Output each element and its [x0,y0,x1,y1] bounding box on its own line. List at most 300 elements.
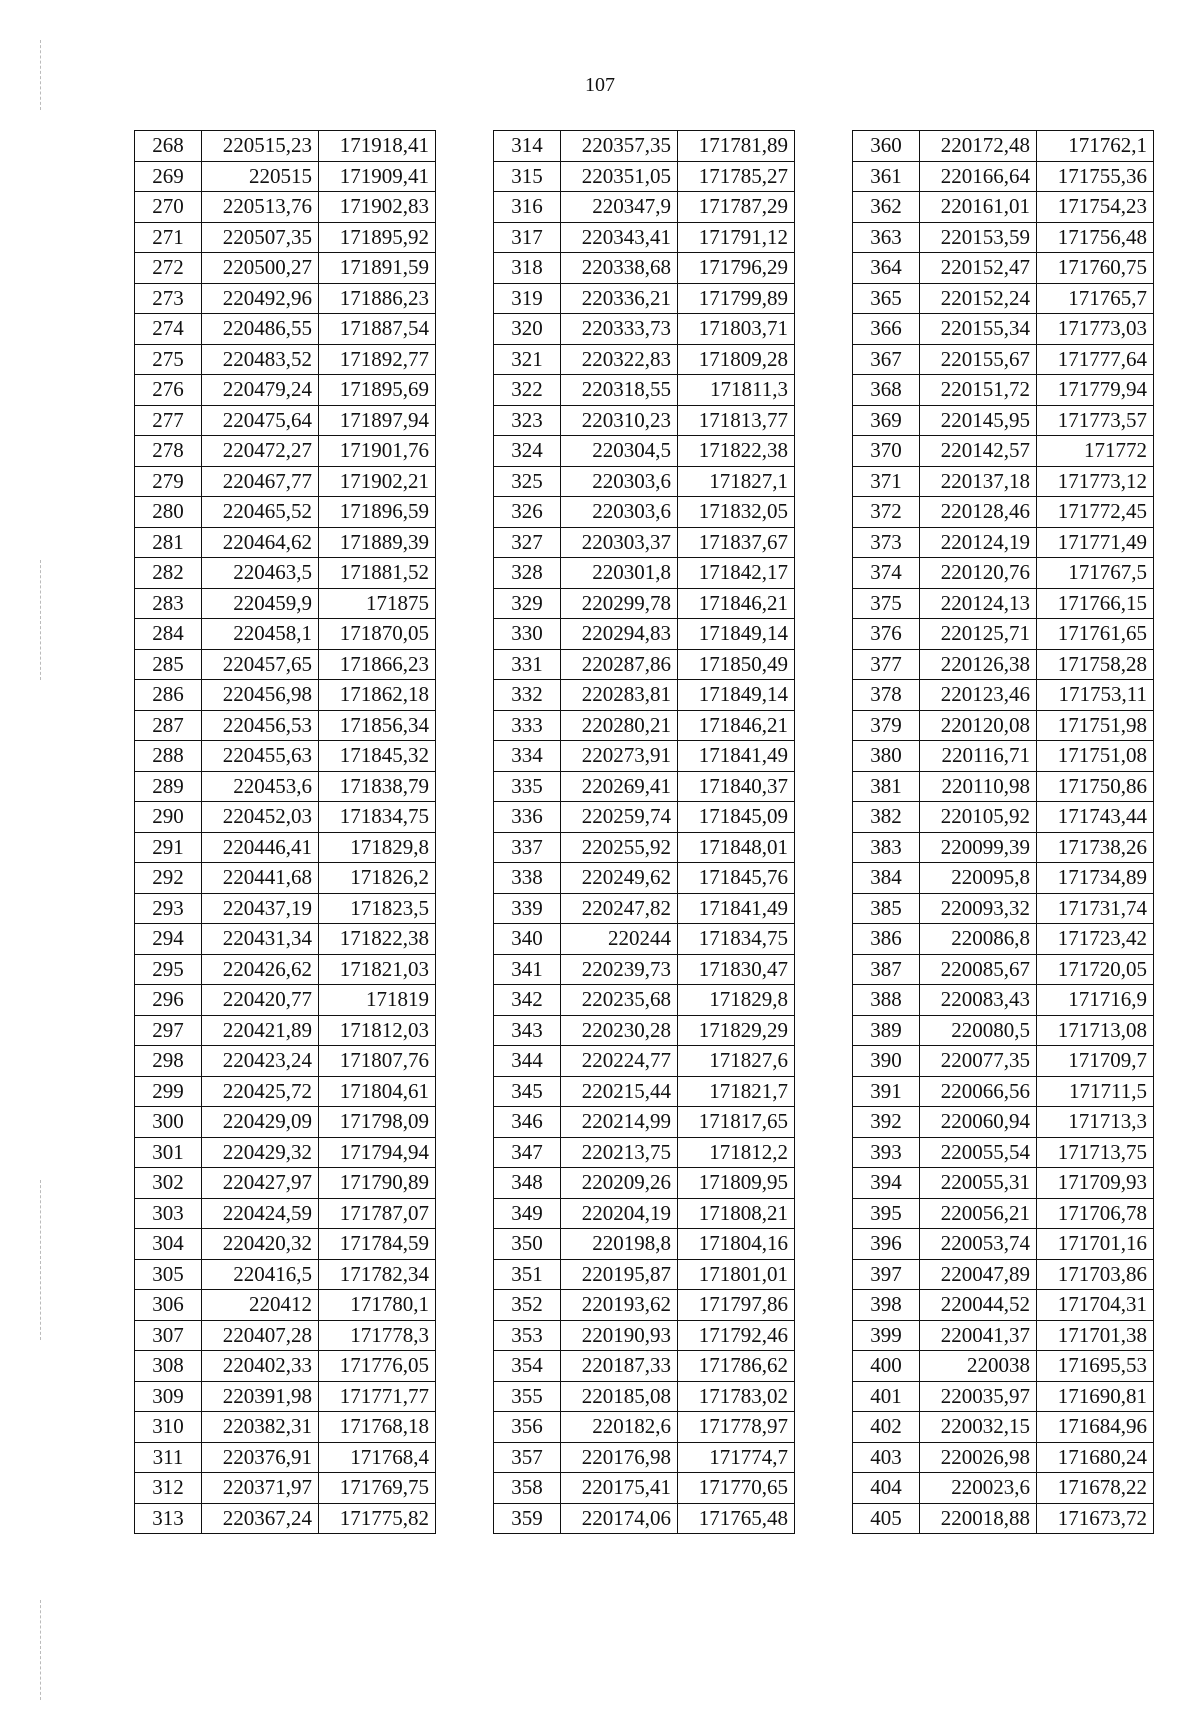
point-number-cell: 285 [135,649,202,680]
y-coordinate-cell: 171813,77 [678,405,795,436]
x-coordinate-cell: 220249,62 [561,863,678,894]
x-coordinate-cell: 220464,62 [202,527,319,558]
point-number-cell: 404 [853,1473,920,1504]
x-coordinate-cell: 220347,9 [561,192,678,223]
x-coordinate-cell: 220457,65 [202,649,319,680]
table-row [135,832,436,863]
x-coordinate-cell: 220301,8 [561,558,678,589]
point-number-cell: 347 [494,1137,561,1168]
table-row [135,802,436,833]
x-coordinate-cell: 220333,73 [561,314,678,345]
table-row [494,497,795,528]
x-coordinate-cell: 220047,89 [920,1259,1037,1290]
x-coordinate-cell: 220376,91 [202,1442,319,1473]
y-coordinate-cell: 171902,21 [319,466,436,497]
table-row [853,131,1154,162]
table-row [494,527,795,558]
point-number-cell: 362 [853,192,920,223]
point-number-cell: 295 [135,954,202,985]
y-coordinate-cell: 171769,75 [319,1473,436,1504]
x-coordinate-cell: 220190,93 [561,1320,678,1351]
point-number-cell: 391 [853,1076,920,1107]
x-coordinate-cell: 220085,67 [920,954,1037,985]
point-number-cell: 389 [853,1015,920,1046]
point-number-cell: 398 [853,1290,920,1321]
y-coordinate-cell: 171695,53 [1037,1351,1154,1382]
y-coordinate-cell: 171909,41 [319,161,436,192]
x-coordinate-cell: 220459,9 [202,588,319,619]
table-row [853,314,1154,345]
x-coordinate-cell: 220455,63 [202,741,319,772]
point-number-cell: 340 [494,924,561,955]
point-number-cell: 348 [494,1168,561,1199]
point-number-cell: 300 [135,1107,202,1138]
table-row [853,1351,1154,1382]
x-coordinate-cell: 220235,68 [561,985,678,1016]
table-row [494,1473,795,1504]
point-number-cell: 289 [135,771,202,802]
x-coordinate-cell: 220152,24 [920,283,1037,314]
y-coordinate-cell: 171838,79 [319,771,436,802]
table-row [135,1290,436,1321]
point-number-cell: 400 [853,1351,920,1382]
y-coordinate-cell: 171849,14 [678,619,795,650]
point-number-cell: 359 [494,1503,561,1534]
x-coordinate-cell: 220318,55 [561,375,678,406]
x-coordinate-cell: 220426,62 [202,954,319,985]
y-coordinate-cell: 171845,09 [678,802,795,833]
table-row [135,1168,436,1199]
point-number-cell: 390 [853,1046,920,1077]
table-row [494,1198,795,1229]
y-coordinate-cell: 171829,8 [678,985,795,1016]
y-coordinate-cell: 171870,05 [319,619,436,650]
table-row [494,893,795,924]
y-coordinate-cell: 171841,49 [678,893,795,924]
coordinate-table-2 [493,130,795,1534]
table-row [494,222,795,253]
y-coordinate-cell: 171845,76 [678,863,795,894]
point-number-cell: 306 [135,1290,202,1321]
y-coordinate-cell: 171782,34 [319,1259,436,1290]
point-number-cell: 354 [494,1351,561,1382]
y-coordinate-cell: 171845,32 [319,741,436,772]
y-coordinate-cell: 171690,81 [1037,1381,1154,1412]
scan-margin-line [40,1180,41,1340]
table-row [135,1381,436,1412]
x-coordinate-cell: 220416,5 [202,1259,319,1290]
y-coordinate-cell: 171720,05 [1037,954,1154,985]
y-coordinate-cell: 171829,8 [319,832,436,863]
x-coordinate-cell: 220303,6 [561,497,678,528]
point-number-cell: 394 [853,1168,920,1199]
point-number-cell: 330 [494,619,561,650]
x-coordinate-cell: 220486,55 [202,314,319,345]
y-coordinate-cell: 171766,15 [1037,588,1154,619]
y-coordinate-cell: 171786,62 [678,1351,795,1382]
point-number-cell: 329 [494,588,561,619]
y-coordinate-cell: 171812,2 [678,1137,795,1168]
x-coordinate-cell: 220145,95 [920,405,1037,436]
x-coordinate-cell: 220056,21 [920,1198,1037,1229]
point-number-cell: 311 [135,1442,202,1473]
table-row [853,1198,1154,1229]
x-coordinate-cell: 220431,34 [202,924,319,955]
point-number-cell: 378 [853,680,920,711]
x-coordinate-cell: 220066,56 [920,1076,1037,1107]
x-coordinate-cell: 220423,24 [202,1046,319,1077]
point-number-cell: 291 [135,832,202,863]
point-number-cell: 290 [135,802,202,833]
x-coordinate-cell: 220105,92 [920,802,1037,833]
x-coordinate-cell: 220093,32 [920,893,1037,924]
table-row [494,649,795,680]
point-number-cell: 318 [494,253,561,284]
table-row [494,161,795,192]
point-number-cell: 286 [135,680,202,711]
x-coordinate-cell: 220424,59 [202,1198,319,1229]
y-coordinate-cell: 171768,4 [319,1442,436,1473]
point-number-cell: 324 [494,436,561,467]
table-row [494,1442,795,1473]
y-coordinate-cell: 171776,05 [319,1351,436,1382]
table-row [494,1259,795,1290]
table-row [494,466,795,497]
y-coordinate-cell: 171896,59 [319,497,436,528]
y-coordinate-cell: 171684,96 [1037,1412,1154,1443]
table-row [135,436,436,467]
table-row [494,863,795,894]
table-row [135,985,436,1016]
table-row [135,558,436,589]
point-number-cell: 367 [853,344,920,375]
y-coordinate-cell: 171787,07 [319,1198,436,1229]
x-coordinate-cell: 220465,52 [202,497,319,528]
y-coordinate-cell: 171768,18 [319,1412,436,1443]
table-row [135,1046,436,1077]
x-coordinate-cell: 220239,73 [561,954,678,985]
point-number-cell: 327 [494,527,561,558]
table-row [853,192,1154,223]
y-coordinate-cell: 171827,1 [678,466,795,497]
x-coordinate-cell: 220187,33 [561,1351,678,1382]
x-coordinate-cell: 220283,81 [561,680,678,711]
point-number-cell: 374 [853,558,920,589]
y-coordinate-cell: 171842,17 [678,558,795,589]
y-coordinate-cell: 171797,86 [678,1290,795,1321]
table-row [853,405,1154,436]
y-coordinate-cell: 171809,28 [678,344,795,375]
point-number-cell: 392 [853,1107,920,1138]
x-coordinate-cell: 220371,97 [202,1473,319,1504]
table-row [853,924,1154,955]
table-row [853,771,1154,802]
y-coordinate-cell: 171891,59 [319,253,436,284]
y-coordinate-cell: 171811,3 [678,375,795,406]
y-coordinate-cell: 171804,16 [678,1229,795,1260]
table-row [853,253,1154,284]
x-coordinate-cell: 220402,33 [202,1351,319,1382]
y-coordinate-cell: 171760,75 [1037,253,1154,284]
point-number-cell: 310 [135,1412,202,1443]
y-coordinate-cell: 171834,75 [319,802,436,833]
point-number-cell: 356 [494,1412,561,1443]
y-coordinate-cell: 171713,08 [1037,1015,1154,1046]
table-row [494,1503,795,1534]
table-row [494,985,795,1016]
y-coordinate-cell: 171743,44 [1037,802,1154,833]
table-row [135,619,436,650]
point-number-cell: 375 [853,588,920,619]
table-row [494,924,795,955]
y-coordinate-cell: 171826,2 [319,863,436,894]
x-coordinate-cell: 220303,37 [561,527,678,558]
table-row [494,1137,795,1168]
x-coordinate-cell: 220382,31 [202,1412,319,1443]
point-number-cell: 364 [853,253,920,284]
x-coordinate-cell: 220294,83 [561,619,678,650]
x-coordinate-cell: 220515,23 [202,131,319,162]
point-number-cell: 292 [135,863,202,894]
x-coordinate-cell: 220116,71 [920,741,1037,772]
x-coordinate-cell: 220023,6 [920,1473,1037,1504]
table-row [135,710,436,741]
y-coordinate-cell: 171834,75 [678,924,795,955]
table-row [853,222,1154,253]
point-number-cell: 282 [135,558,202,589]
y-coordinate-cell: 171781,89 [678,131,795,162]
table-row [853,954,1154,985]
y-coordinate-cell: 171862,18 [319,680,436,711]
table-row [494,1015,795,1046]
x-coordinate-cell: 220303,6 [561,466,678,497]
page-number: 107 [585,74,615,96]
x-coordinate-cell: 220083,43 [920,985,1037,1016]
point-number-cell: 307 [135,1320,202,1351]
point-number-cell: 403 [853,1442,920,1473]
table-row [135,741,436,772]
table-row [853,527,1154,558]
x-coordinate-cell: 220153,59 [920,222,1037,253]
point-number-cell: 268 [135,131,202,162]
y-coordinate-cell: 171809,95 [678,1168,795,1199]
table-row [135,954,436,985]
y-coordinate-cell: 171841,49 [678,741,795,772]
table-row [853,1290,1154,1321]
y-coordinate-cell: 171778,3 [319,1320,436,1351]
point-number-cell: 294 [135,924,202,955]
table-row [853,283,1154,314]
y-coordinate-cell: 171709,7 [1037,1046,1154,1077]
table-row [853,802,1154,833]
table-row [135,1503,436,1534]
y-coordinate-cell: 171875 [319,588,436,619]
x-coordinate-cell: 220110,98 [920,771,1037,802]
point-number-cell: 373 [853,527,920,558]
point-number-cell: 283 [135,588,202,619]
table-row [853,1503,1154,1534]
y-coordinate-cell: 171827,6 [678,1046,795,1077]
y-coordinate-cell: 171771,77 [319,1381,436,1412]
y-coordinate-cell: 171812,03 [319,1015,436,1046]
table-row [135,1412,436,1443]
table-row [494,1351,795,1382]
y-coordinate-cell: 171773,12 [1037,466,1154,497]
point-number-cell: 305 [135,1259,202,1290]
x-coordinate-cell: 220463,5 [202,558,319,589]
table-row [853,1473,1154,1504]
x-coordinate-cell: 220492,96 [202,283,319,314]
y-coordinate-cell: 171779,94 [1037,375,1154,406]
y-coordinate-cell: 171807,76 [319,1046,436,1077]
y-coordinate-cell: 171798,09 [319,1107,436,1138]
point-number-cell: 395 [853,1198,920,1229]
x-coordinate-cell: 220123,46 [920,680,1037,711]
point-number-cell: 350 [494,1229,561,1260]
point-number-cell: 381 [853,771,920,802]
x-coordinate-cell: 220299,78 [561,588,678,619]
y-coordinate-cell: 171902,83 [319,192,436,223]
point-number-cell: 284 [135,619,202,650]
table-row [135,527,436,558]
x-coordinate-cell: 220412 [202,1290,319,1321]
x-coordinate-cell: 220026,98 [920,1442,1037,1473]
y-coordinate-cell: 171901,76 [319,436,436,467]
y-coordinate-cell: 171808,21 [678,1198,795,1229]
x-coordinate-cell: 220456,53 [202,710,319,741]
point-number-cell: 342 [494,985,561,1016]
point-number-cell: 351 [494,1259,561,1290]
y-coordinate-cell: 171850,49 [678,649,795,680]
x-coordinate-cell: 220280,21 [561,710,678,741]
table-row [853,1381,1154,1412]
point-number-cell: 325 [494,466,561,497]
x-coordinate-cell: 220456,98 [202,680,319,711]
point-number-cell: 366 [853,314,920,345]
x-coordinate-cell: 220124,19 [920,527,1037,558]
table-row [853,344,1154,375]
y-coordinate-cell: 171846,21 [678,710,795,741]
table-row [494,771,795,802]
table-row [853,985,1154,1016]
point-number-cell: 314 [494,131,561,162]
point-number-cell: 297 [135,1015,202,1046]
table-row [135,588,436,619]
table-row [853,619,1154,650]
point-number-cell: 345 [494,1076,561,1107]
table-row [853,741,1154,772]
x-coordinate-cell: 220080,5 [920,1015,1037,1046]
point-number-cell: 397 [853,1259,920,1290]
table-row [135,497,436,528]
point-number-cell: 277 [135,405,202,436]
x-coordinate-cell: 220425,72 [202,1076,319,1107]
y-coordinate-cell: 171704,31 [1037,1290,1154,1321]
x-coordinate-cell: 220437,19 [202,893,319,924]
y-coordinate-cell: 171761,65 [1037,619,1154,650]
x-coordinate-cell: 220427,97 [202,1168,319,1199]
y-coordinate-cell: 171703,86 [1037,1259,1154,1290]
point-number-cell: 322 [494,375,561,406]
table-row [135,1107,436,1138]
table-row [135,344,436,375]
y-coordinate-cell: 171734,89 [1037,863,1154,894]
y-coordinate-cell: 171821,7 [678,1076,795,1107]
y-coordinate-cell: 171799,89 [678,283,795,314]
y-coordinate-cell: 171866,23 [319,649,436,680]
x-coordinate-cell: 220453,6 [202,771,319,802]
x-coordinate-cell: 220215,44 [561,1076,678,1107]
y-coordinate-cell: 171792,46 [678,1320,795,1351]
y-coordinate-cell: 171794,94 [319,1137,436,1168]
x-coordinate-cell: 220099,39 [920,832,1037,863]
y-coordinate-cell: 171790,89 [319,1168,436,1199]
table-row [494,558,795,589]
table-row [853,1320,1154,1351]
point-number-cell: 357 [494,1442,561,1473]
point-number-cell: 361 [853,161,920,192]
point-number-cell: 341 [494,954,561,985]
point-number-cell: 339 [494,893,561,924]
y-coordinate-cell: 171849,14 [678,680,795,711]
table-row [135,649,436,680]
point-number-cell: 334 [494,741,561,772]
y-coordinate-cell: 171711,5 [1037,1076,1154,1107]
point-number-cell: 281 [135,527,202,558]
x-coordinate-cell: 220500,27 [202,253,319,284]
point-number-cell: 288 [135,741,202,772]
x-coordinate-cell: 220515 [202,161,319,192]
x-coordinate-cell: 220137,18 [920,466,1037,497]
point-number-cell: 331 [494,649,561,680]
x-coordinate-cell: 220018,88 [920,1503,1037,1534]
x-coordinate-cell: 220475,64 [202,405,319,436]
y-coordinate-cell: 171801,01 [678,1259,795,1290]
point-number-cell: 328 [494,558,561,589]
table-row [494,375,795,406]
point-number-cell: 272 [135,253,202,284]
y-coordinate-cell: 171731,74 [1037,893,1154,924]
y-coordinate-cell: 171829,29 [678,1015,795,1046]
table-row [494,1046,795,1077]
x-coordinate-cell: 220351,05 [561,161,678,192]
table-row [494,680,795,711]
point-number-cell: 371 [853,466,920,497]
y-coordinate-cell: 171791,12 [678,222,795,253]
point-number-cell: 355 [494,1381,561,1412]
table-row [853,863,1154,894]
table-row [853,893,1154,924]
y-coordinate-cell: 171772 [1037,436,1154,467]
x-coordinate-cell: 220472,27 [202,436,319,467]
table-row [853,1412,1154,1443]
x-coordinate-cell: 220086,8 [920,924,1037,955]
point-number-cell: 335 [494,771,561,802]
y-coordinate-cell: 171751,98 [1037,710,1154,741]
x-coordinate-cell: 220120,76 [920,558,1037,589]
table-row [853,375,1154,406]
table-row [135,283,436,314]
x-coordinate-cell: 220152,47 [920,253,1037,284]
point-number-cell: 380 [853,741,920,772]
x-coordinate-cell: 220044,52 [920,1290,1037,1321]
table-row [135,771,436,802]
y-coordinate-cell: 171762,1 [1037,131,1154,162]
point-number-cell: 319 [494,283,561,314]
y-coordinate-cell: 171848,01 [678,832,795,863]
x-coordinate-cell: 220055,31 [920,1168,1037,1199]
table-row [853,1229,1154,1260]
